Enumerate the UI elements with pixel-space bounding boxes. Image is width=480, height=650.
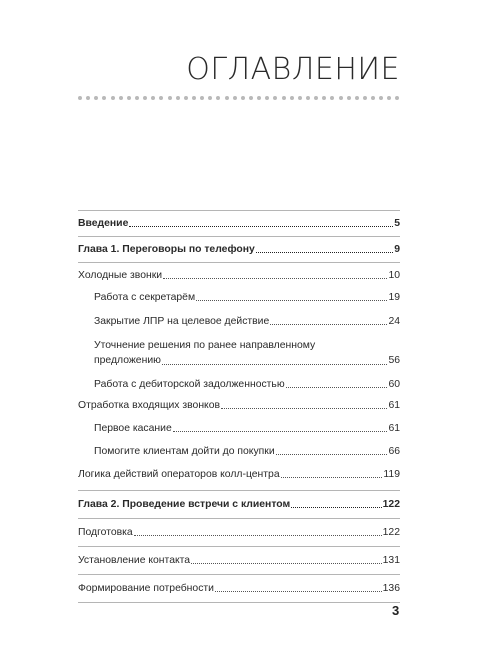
divider-dot bbox=[265, 96, 269, 100]
toc-entry-label: Глава 1. Переговоры по телефону bbox=[78, 244, 255, 255]
divider-dot bbox=[273, 96, 277, 100]
divider-dot bbox=[371, 96, 375, 100]
toc-entry-label: Холодные звонки bbox=[78, 270, 163, 281]
divider-dot bbox=[184, 96, 188, 100]
divider-dot bbox=[363, 96, 367, 100]
toc-entry[interactable] bbox=[78, 338, 400, 368]
dot-leader bbox=[215, 590, 382, 592]
toc-entry-page: 136 bbox=[382, 583, 400, 594]
divider-dot bbox=[298, 96, 302, 100]
divider-dot bbox=[216, 96, 220, 100]
dot-leader bbox=[163, 277, 387, 279]
divider-dot bbox=[168, 96, 172, 100]
toc-entry-page: 61 bbox=[388, 400, 400, 411]
divider-dot bbox=[314, 96, 318, 100]
divider-dot bbox=[176, 96, 180, 100]
page-number: 3 bbox=[392, 603, 400, 618]
divider-dot bbox=[94, 96, 98, 100]
toc-entry-label: Работа с дебиторской задолженностью bbox=[94, 379, 285, 390]
divider-dot bbox=[347, 96, 351, 100]
dot-leader bbox=[221, 407, 387, 409]
toc-entry-page: 131 bbox=[382, 555, 400, 566]
divider-dot bbox=[102, 96, 106, 100]
toc-entry-intro[interactable] bbox=[78, 217, 400, 230]
toc-entry-label: Помогите клиентам дойти до покупки bbox=[94, 446, 275, 457]
toc-entry-page: 19 bbox=[388, 292, 400, 303]
divider-dot bbox=[249, 96, 253, 100]
divider-dot bbox=[192, 96, 196, 100]
divider-dot bbox=[225, 96, 229, 100]
divider-dot bbox=[111, 96, 115, 100]
toc-entry-page: 61 bbox=[388, 423, 400, 434]
toc-entry-page: 10 bbox=[388, 270, 400, 281]
page-title: ОГЛАВЛЕНИЕ bbox=[186, 52, 400, 87]
divider-dot bbox=[86, 96, 90, 100]
toc-entry-chapter-1[interactable] bbox=[78, 243, 400, 256]
dot-leader bbox=[173, 430, 388, 432]
toc-entry-label: Введение bbox=[78, 218, 129, 229]
dot-leader bbox=[191, 562, 382, 564]
toc-entry-label: Работа с секретарём bbox=[94, 292, 196, 303]
toc-entry[interactable] bbox=[78, 526, 400, 539]
divider-dot bbox=[257, 96, 261, 100]
toc-entry-page: 122 bbox=[382, 499, 400, 510]
dot-leader bbox=[129, 225, 393, 227]
toc-entry[interactable] bbox=[78, 378, 400, 391]
toc-entry-label-line2: предложению bbox=[94, 355, 161, 366]
divider-dot bbox=[200, 96, 204, 100]
divider-dot bbox=[151, 96, 155, 100]
toc-entry-page: 60 bbox=[388, 379, 400, 390]
divider-dot bbox=[127, 96, 131, 100]
divider-dot bbox=[241, 96, 245, 100]
toc-entry[interactable] bbox=[78, 468, 400, 481]
toc-entry-page: 119 bbox=[383, 469, 400, 480]
toc-entry-label: Первое касание bbox=[94, 423, 172, 434]
divider bbox=[78, 602, 400, 603]
divider-dot bbox=[159, 96, 163, 100]
toc-entry[interactable] bbox=[78, 291, 400, 304]
divider-dot bbox=[330, 96, 334, 100]
toc-entry-page: 9 bbox=[394, 244, 400, 255]
divider-dot bbox=[78, 96, 82, 100]
divider-dot bbox=[208, 96, 212, 100]
toc-entry-label: Формирование потребности bbox=[78, 583, 214, 594]
toc-entry-chapter-2[interactable] bbox=[78, 498, 400, 511]
toc-entry[interactable] bbox=[78, 582, 400, 595]
title-dotted-divider bbox=[78, 96, 400, 100]
toc-entry-label: Установление контакта bbox=[78, 555, 191, 566]
toc-entry[interactable] bbox=[78, 422, 400, 435]
toc-entry-label: Закрытие ЛПР на целевое действие bbox=[94, 316, 270, 327]
toc-entry-label: Отработка входящих звонков bbox=[78, 400, 221, 411]
divider-dot bbox=[306, 96, 310, 100]
dot-leader bbox=[134, 534, 382, 536]
toc-entry[interactable] bbox=[78, 445, 400, 458]
divider-dot bbox=[355, 96, 359, 100]
divider-dot bbox=[135, 96, 139, 100]
toc-entry[interactable] bbox=[78, 269, 400, 282]
toc-entry-page: 5 bbox=[394, 218, 400, 229]
dot-leader bbox=[196, 299, 387, 301]
divider-dot bbox=[119, 96, 123, 100]
divider-dot bbox=[387, 96, 391, 100]
divider-dot bbox=[233, 96, 237, 100]
dot-leader bbox=[286, 386, 388, 388]
dot-leader bbox=[291, 506, 381, 508]
toc-entry-page: 24 bbox=[388, 316, 400, 327]
toc-entry-label: Логика действий операторов колл-центра bbox=[78, 469, 280, 480]
divider-dot bbox=[290, 96, 294, 100]
dot-leader bbox=[281, 476, 383, 478]
divider-dot bbox=[282, 96, 286, 100]
toc-entry[interactable] bbox=[78, 399, 400, 412]
toc-entry-label: Глава 2. Проведение встречи с клиентом bbox=[78, 499, 291, 510]
divider-dot bbox=[322, 96, 326, 100]
divider-dot bbox=[339, 96, 343, 100]
toc-entry[interactable] bbox=[78, 315, 400, 328]
divider-dot bbox=[379, 96, 383, 100]
toc-entry-page: 56 bbox=[388, 355, 400, 366]
toc-entry-label-line1: Уточнение решения по ранее направленному bbox=[94, 340, 316, 351]
divider-dot bbox=[395, 96, 399, 100]
toc-entry[interactable] bbox=[78, 554, 400, 567]
toc-entry-label: Подготовка bbox=[78, 527, 133, 538]
table-of-contents bbox=[78, 210, 400, 603]
dot-leader bbox=[270, 323, 387, 325]
dot-leader bbox=[276, 453, 388, 455]
dot-leader bbox=[256, 251, 393, 253]
divider-dot bbox=[143, 96, 147, 100]
toc-entry-page: 122 bbox=[382, 527, 400, 538]
dot-leader bbox=[162, 363, 388, 365]
toc-entry-page: 66 bbox=[388, 446, 400, 457]
